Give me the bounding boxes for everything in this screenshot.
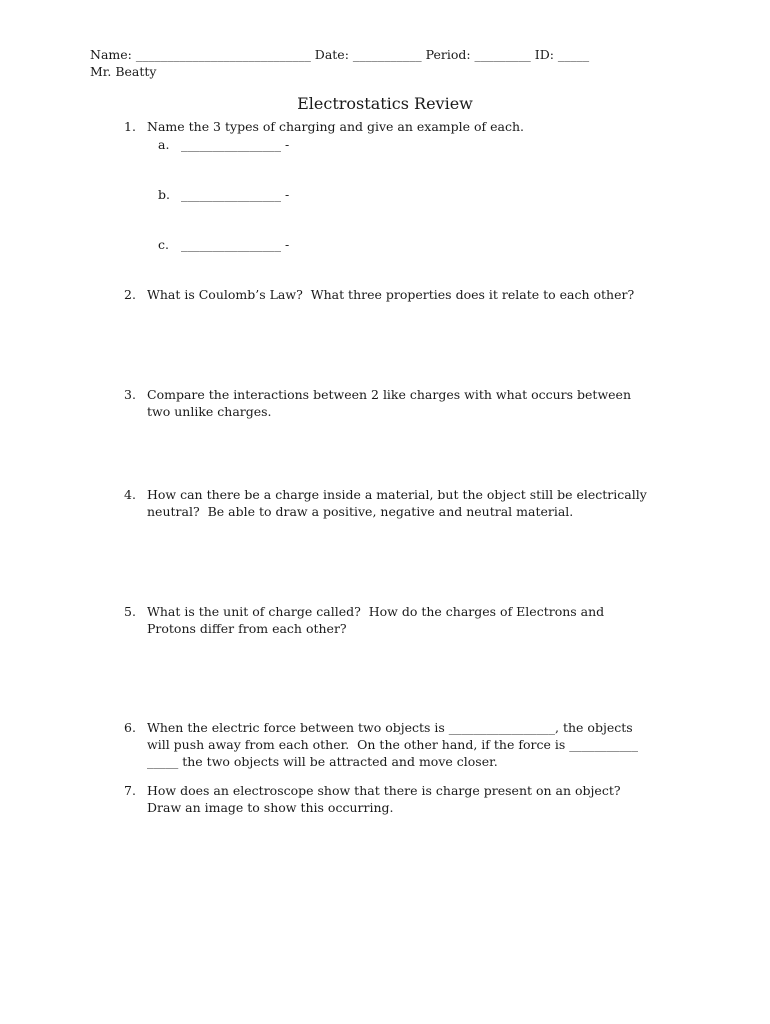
question-4-line-1: How can there be a charge inside a material, but the object still be electrically — [147, 487, 647, 502]
question-6-number: 6. — [124, 720, 136, 735]
question-5-line-2: Protons differ from each other? — [147, 621, 347, 636]
question-5-line-1: What is the unit of charge called? How do the charges of Electrons and — [147, 604, 605, 619]
question-7-line-2: Draw an image to show this occurring. — [147, 800, 394, 815]
question-1a-blank: ________________ - — [181, 137, 290, 152]
question-7-number: 7. — [124, 783, 136, 798]
question-1-text: Name the 3 types of charging and give an example of each. — [147, 119, 524, 134]
question-4-number: 4. — [124, 487, 136, 502]
question-6-line-2: will push away from each other. On the other hand, if the force is ___________ — [147, 737, 638, 752]
header-teacher: Mr. Beatty — [90, 64, 157, 79]
question-6-line-3: _____ the two objects will be attracted and move closer. — [147, 754, 498, 769]
question-1-number: 1. — [124, 119, 136, 134]
question-1b-blank: ________________ - — [181, 187, 290, 202]
question-1b-label: b. — [158, 187, 170, 202]
question-1a-label: a. — [158, 137, 170, 152]
question-3-line-2: two unlike charges. — [147, 404, 272, 419]
question-1c-blank: ________________ - — [181, 237, 290, 252]
question-3-number: 3. — [124, 387, 136, 402]
question-3-line-1: Compare the interactions between 2 like charges with what occurs between — [147, 387, 631, 402]
question-1c-label: c. — [158, 237, 169, 252]
page-title: Electrostatics Review — [297, 94, 473, 113]
header-name-date-period-id: Name: ____________________________ Date: ___________ Period: _________ ID: _____ — [90, 47, 590, 62]
question-7-line-1: How does an electroscope show that there is charge present on an object? — [147, 783, 621, 798]
question-6-line-1: When the electric force between two objects is _________________, the objects — [147, 720, 633, 735]
question-2-text: What is Coulomb’s Law? What three properties does it relate to each other? — [147, 287, 635, 302]
question-4-line-2: neutral? Be able to draw a positive, negative and neutral material. — [147, 504, 574, 519]
question-5-number: 5. — [124, 604, 136, 619]
question-2-number: 2. — [124, 287, 136, 302]
